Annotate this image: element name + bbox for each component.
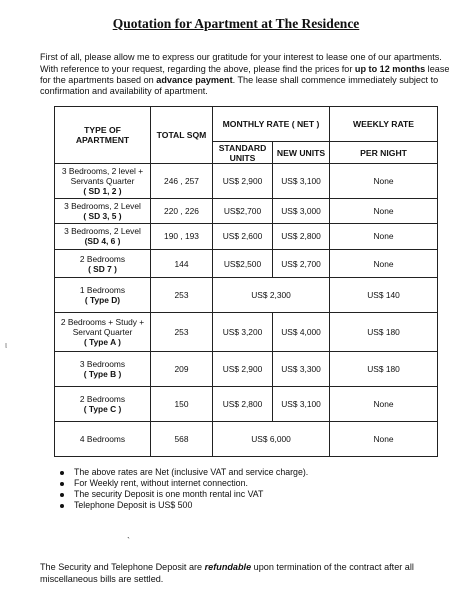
cell-standard-rate: US$ 2,800 <box>213 387 273 422</box>
apartment-type: 3 Bedrooms, 2 level + Servants Quarter <box>61 166 144 187</box>
cell-weekly-rate: None <box>330 164 438 199</box>
intro-text-2: lease for the apartments based on <box>40 63 450 85</box>
cell-weekly-rate: US$ 180 <box>330 313 438 352</box>
cell-sqm: 220 , 226 <box>151 199 213 224</box>
cell-type <box>55 313 151 352</box>
cell-new-rate: US$ 3,100 <box>273 164 330 199</box>
apartment-type: 3 Bedrooms <box>79 359 126 370</box>
cell-type <box>55 422 151 457</box>
cell-sqm: 144 <box>151 249 213 278</box>
stray-mark: ` <box>127 536 130 546</box>
intro-text-3: . The lease shall commence immediately subject to confirmation and availability of apartment. <box>40 74 439 97</box>
note-item: The security Deposit is one month rental inc VAT <box>58 489 438 500</box>
intro-paragraph <box>40 52 450 98</box>
intro-lease-term: up to 12 months <box>354 63 426 74</box>
apartment-code: (SD 4, 6 ) <box>84 236 121 247</box>
cell-type <box>55 223 151 249</box>
table-row <box>55 313 438 352</box>
intro-text-1: First of all, please allow me to express our gratitude for your interest to lease one of our apartments. With reference to your request, regarding the above, please find the prices for <box>40 52 442 74</box>
header-type: TYPE OF APARTMENT <box>55 107 151 164</box>
apartment-code: ( Type D) <box>84 295 121 306</box>
apartment-type: 4 Bedrooms <box>79 434 126 445</box>
header-per-night: PER NIGHT <box>330 141 438 164</box>
apartment-code: ( SD 1, 2 ) <box>83 186 122 197</box>
cell-new-rate: US$ 2,700 <box>273 249 330 278</box>
intro-payment-basis: advance payment <box>156 74 233 85</box>
margin-mark: ι <box>5 340 7 350</box>
cell-standard-rate: US$ 3,200 <box>213 313 273 352</box>
cell-sqm: 568 <box>151 422 213 457</box>
cell-standard-rate: US$2,500 <box>213 249 273 278</box>
cell-standard-rate: US$ 2,600 <box>213 223 273 249</box>
note-item: The above rates are Net (inclusive VAT and service charge). <box>58 467 438 478</box>
apartment-code: ( Type B ) <box>83 369 122 380</box>
cell-type <box>55 164 151 199</box>
cell-new-rate: US$ 3,300 <box>273 352 330 387</box>
cell-new-rate: US$ 2,800 <box>273 223 330 249</box>
cell-weekly-rate: US$ 180 <box>330 352 438 387</box>
cell-new-rate: US$ 3,000 <box>273 199 330 224</box>
table-row <box>55 422 438 457</box>
notes-list <box>58 467 438 511</box>
apartment-type: 1 Bedrooms <box>79 285 126 296</box>
deposit-note <box>40 562 450 585</box>
deposit-text-1: The Security and Telephone Deposit are <box>40 562 205 573</box>
cell-weekly-rate: None <box>330 387 438 422</box>
header-weekly: WEEKLY RATE <box>330 107 438 142</box>
table-row <box>55 223 438 249</box>
apartment-type: 3 Bedrooms, 2 Level <box>64 201 141 212</box>
cell-sqm: 150 <box>151 387 213 422</box>
cell-weekly-rate: US$ 140 <box>330 278 438 313</box>
cell-standard-rate: US$ 2,900 <box>213 352 273 387</box>
apartment-type: 2 Bedrooms + Study + Servant Quarter <box>60 317 145 338</box>
cell-monthly-rate: US$ 6,000 <box>213 422 330 457</box>
cell-standard-rate: US$ 2,900 <box>213 164 273 199</box>
cell-weekly-rate: None <box>330 249 438 278</box>
document-title: Quotation for Apartment at The Residence <box>112 16 360 31</box>
cell-type <box>55 387 151 422</box>
cell-sqm: 190 , 193 <box>151 223 213 249</box>
note-item: For Weekly rent, without internet connection. <box>58 478 438 489</box>
apartment-type: 2 Bedrooms <box>79 253 126 264</box>
table-row <box>55 164 438 199</box>
cell-weekly-rate: None <box>330 199 438 224</box>
apartment-type: 3 Bedrooms, 2 Level <box>64 226 141 237</box>
cell-type <box>55 352 151 387</box>
apartment-code: ( SD 7 ) <box>88 263 117 274</box>
note-item: Telephone Deposit is US$ 500 <box>58 500 438 511</box>
table-row <box>55 387 438 422</box>
apartment-code: ( Type A ) <box>84 337 121 348</box>
table-row <box>55 278 438 313</box>
cell-standard-rate: US$2,700 <box>213 199 273 224</box>
header-standard: STANDARD UNITS <box>213 141 273 164</box>
apartment-type: 2 Bedrooms <box>79 394 126 405</box>
table-row <box>55 249 438 278</box>
apartment-code: ( SD 3, 5 ) <box>83 211 122 222</box>
cell-sqm: 246 , 257 <box>151 164 213 199</box>
rate-table <box>54 106 438 457</box>
header-sqm: TOTAL SQM <box>151 107 213 164</box>
deposit-text-2: upon termination of the contract after all miscellaneous bills are settled. <box>40 562 414 584</box>
deposit-refundable: refundable <box>204 562 252 573</box>
cell-new-rate: US$ 3,100 <box>273 387 330 422</box>
cell-type <box>55 249 151 278</box>
apartment-code: ( Type C ) <box>83 404 122 415</box>
cell-new-rate: US$ 4,000 <box>273 313 330 352</box>
table-row <box>55 199 438 224</box>
cell-weekly-rate: None <box>330 422 438 457</box>
header-new: NEW UNITS <box>273 141 330 164</box>
cell-monthly-rate: US$ 2,300 <box>213 278 330 313</box>
table-row <box>55 352 438 387</box>
cell-sqm: 253 <box>151 313 213 352</box>
cell-type <box>55 278 151 313</box>
cell-weekly-rate: None <box>330 223 438 249</box>
header-monthly: MONTHLY RATE ( NET ) <box>213 107 330 142</box>
cell-type <box>55 199 151 224</box>
cell-sqm: 209 <box>151 352 213 387</box>
cell-sqm: 253 <box>151 278 213 313</box>
